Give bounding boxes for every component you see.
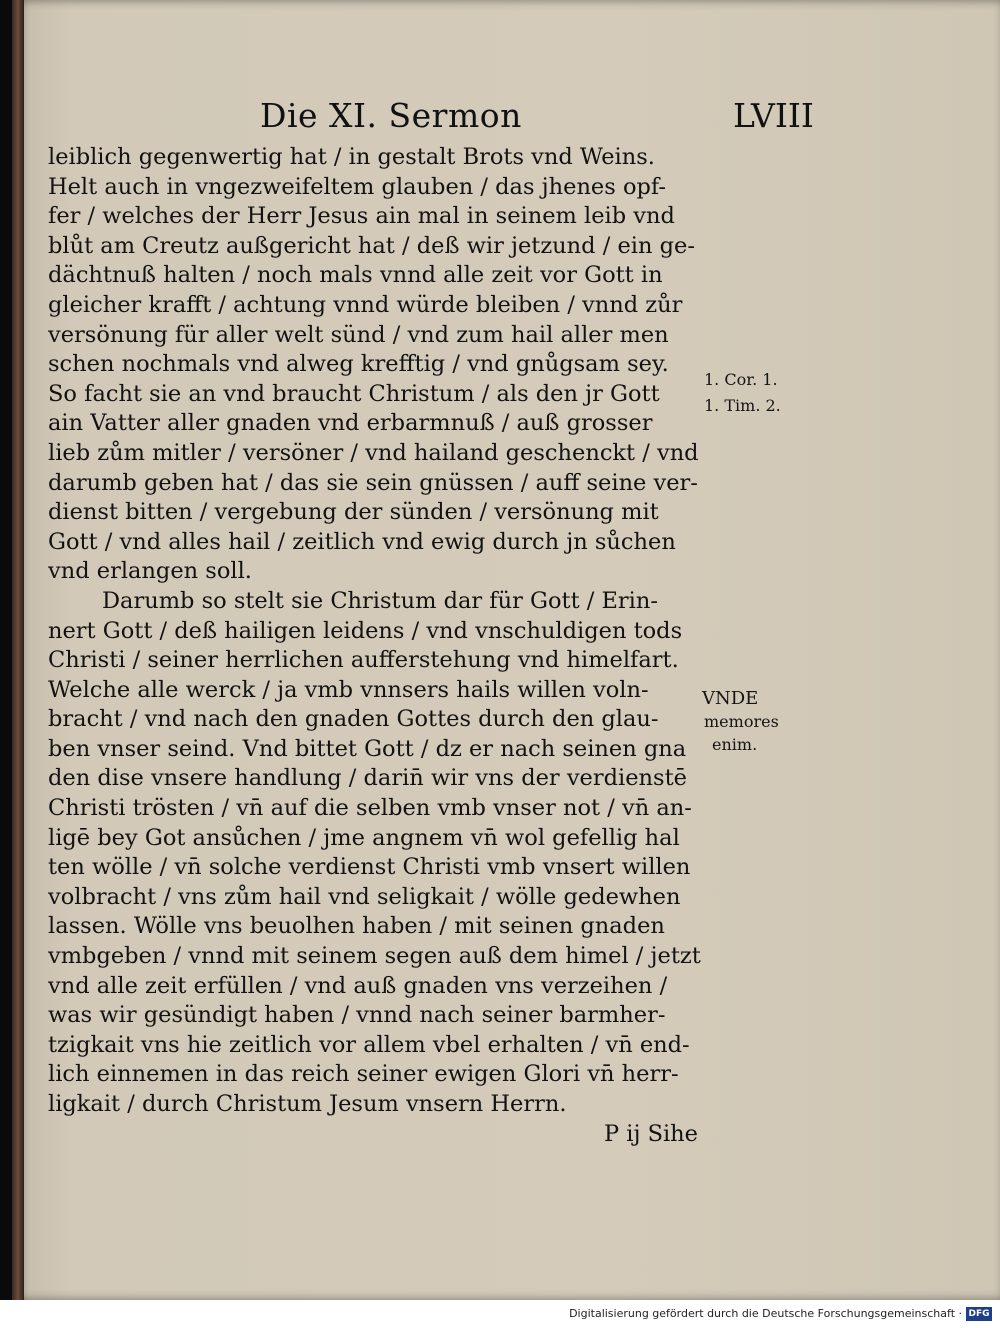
text-line: tzigkait vns hie zeitlich vor allem vbel erhalten / vn̄ end- — [48, 1031, 690, 1058]
text-line: dächtnuß halten / noch mals vnnd alle zeit vor Gott in — [48, 262, 663, 289]
text-line: dienst bitten / vergebung der sünden / versönung mit — [48, 499, 659, 526]
text-line: lich einnemen in das reich seiner ewigen Glori vn̄ herr- — [48, 1061, 679, 1088]
text-line: ligē bey Got ansůchen / jme angnem vn̄ wol gefellig hal — [48, 824, 680, 851]
text-line: darumb geben hat / das sie sein gnüssen / auff seine ver- — [48, 469, 698, 496]
text-line: bracht / vnd nach den gnaden Gottes durch den glau- — [48, 706, 659, 733]
text-line: lieb zům mitler / versöner / vnd hailand geschenckt / vnd — [48, 439, 699, 466]
text-line: versönung für aller welt sünd / vnd zum hail aller men — [48, 321, 669, 348]
footer-bar — [0, 1300, 1000, 1328]
dfg-logo-icon: DFG — [966, 1307, 992, 1321]
margin-reference-timothy: 1. Tim. 2. — [704, 396, 781, 415]
text-line: ligkait / durch Christum Jesum vnsern Herrn. — [48, 1091, 567, 1117]
text-line: ben vnser seind. Vnd bittet Gott / dz er nach seinen gna — [48, 735, 687, 762]
margin-note-memores: memores — [704, 712, 779, 731]
text-line: nert Gott / deß hailigen leidens / vnd vnschuldigen tods — [48, 617, 683, 644]
text-line: gleicher krafft / achtung vnnd würde bleiben / vnnd zůr — [48, 291, 683, 318]
text-line: Gott / vnd alles hail / zeitlich vnd ewig durch jn sůchen — [48, 528, 676, 555]
text-line: leiblich gegenwertig hat / in gestalt Brots vnd Weins. — [48, 144, 655, 170]
text-line: Darumb so stelt sie Christum dar für Gott / Erin- — [102, 587, 658, 614]
text-line: fer / welches der Herr Jesus ain mal in seinem leib vnd — [48, 203, 675, 230]
text-line: Helt auch in vngezweifeltem glauben / das jhenes opf- — [48, 173, 667, 200]
text-line: ain Vatter aller gnaden vnd erbarmnuß / auß grosser — [48, 410, 653, 437]
text-line: ten wölle / vn̄ solche verdienst Christi vmb vnsert willen — [48, 854, 691, 881]
running-title: Die XI. Sermon — [260, 96, 522, 135]
text-line: schen nochmals vnd alweg krefftig / vnd gnůgsam sey. — [48, 351, 669, 378]
text-line: vmbgeben / vnnd mit seinem segen auß dem himel / jetzt — [48, 943, 701, 970]
funding-credit: Digitalisierung gefördert durch die Deutsche Forschungsgemeinschaft · — [569, 1307, 962, 1320]
text-line: lassen. Wölle vns beuolhen haben / mit seinen gnaden — [48, 913, 665, 940]
catchwords: P ij Sihe — [603, 1120, 698, 1147]
folio-number: LVIII — [733, 96, 814, 135]
binding-edge — [12, 0, 24, 1300]
text-line: Welche alle werck / ja vmb vnnsers hails willen voln- — [48, 676, 649, 703]
body-text — [48, 143, 708, 1149]
text-line: was wir gesündigt haben / vnnd nach seiner barmher- — [48, 1002, 666, 1029]
margin-reference-corinthians: 1. Cor. 1. — [704, 370, 778, 389]
margin-note-vnde: VNDE — [702, 688, 759, 709]
margin-note-enim: enim. — [712, 735, 758, 754]
text-line: vnd alle zeit erfüllen / vnd auß gnaden vns verzeihen / — [48, 972, 668, 999]
text-line: Christi trösten / vn̄ auf die selben vmb vnser not / vn̄ an- — [48, 795, 692, 822]
text-line: So facht sie an vnd braucht Christum / als den jr Gott — [48, 380, 660, 407]
text-line: Christi / seiner herrlichen aufferstehung vnd himelfart. — [48, 647, 679, 674]
text-line: vnd erlangen soll. — [48, 558, 252, 585]
text-line: blůt am Creutz außgericht hat / deß wir jetzund / ein ge- — [48, 232, 695, 259]
text-line: den dise vnsere handlung / darin̄ wir vns der verdienstē — [48, 765, 687, 792]
text-line: volbracht / vns zům hail vnd seligkait / wölle gedewhen — [48, 883, 681, 910]
